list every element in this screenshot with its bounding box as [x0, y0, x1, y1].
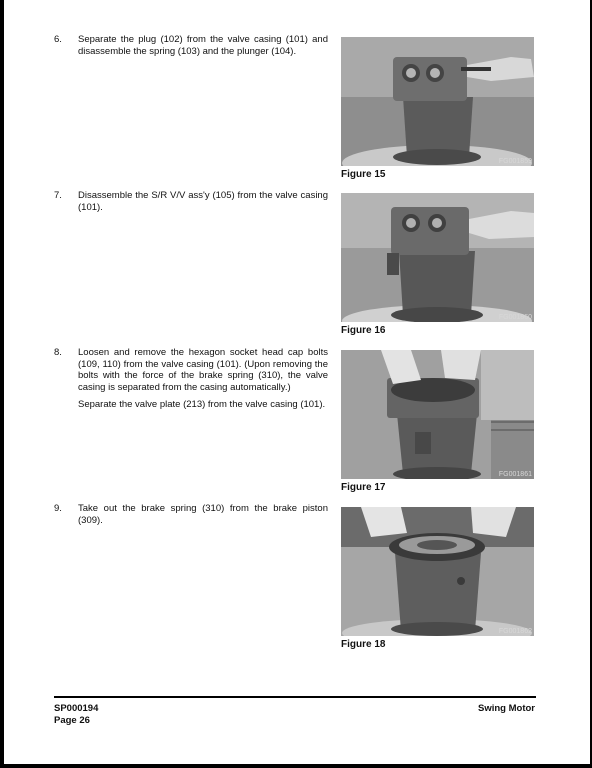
step-number: 7. — [54, 190, 62, 201]
figure-caption: Figure 16 — [341, 325, 386, 336]
step-text: Separate the valve plate (213) from the valve casing (101). — [78, 399, 326, 411]
step-9 — [54, 503, 328, 532]
step-number: 8. — [54, 347, 62, 358]
figure-photo — [341, 507, 534, 636]
footer-page-number: Page 26 — [54, 715, 90, 726]
figure-17 — [341, 350, 534, 493]
step-text: Disassemble the S/R V/V ass'y (105) from the valve casing (101). — [78, 190, 328, 213]
figure-caption: Figure 17 — [341, 482, 386, 493]
footer-section-title: Swing Motor — [478, 703, 535, 714]
figure-16 — [341, 193, 534, 336]
figure-photo — [341, 350, 534, 479]
footer-rule — [54, 696, 536, 698]
figure-caption: Figure 18 — [341, 639, 386, 650]
figure-code: FG001861 — [498, 471, 532, 478]
step-8 — [54, 347, 328, 417]
figure-code: FG001860 — [498, 314, 532, 321]
page-frame-left — [0, 0, 4, 768]
step-6 — [54, 34, 328, 63]
page-frame-bottom — [0, 764, 592, 768]
footer-doc-number: SP000194 — [54, 703, 99, 714]
step-text: Loosen and remove the hexagon socket head cap bolts (109, 110) from the valve casing (101). (Upon removing the bolts with the force of the brake spring (310), the valve casing is separated from the casing automatically.) — [78, 347, 328, 393]
figure-code: FG001859 — [498, 158, 532, 165]
figure-code: FG001862 — [498, 628, 532, 635]
figure-photo — [341, 193, 534, 322]
step-text: Separate the plug (102) from the valve casing (101) and disassemble the spring (103) and the plunger (104). — [78, 34, 328, 57]
figure-caption: Figure 15 — [341, 169, 386, 180]
figure-photo — [341, 37, 534, 166]
step-number: 6. — [54, 34, 62, 45]
figure-15 — [341, 37, 534, 180]
step-text: Take out the brake spring (310) from the brake piston (309). — [78, 503, 328, 526]
step-7 — [54, 190, 328, 219]
step-number: 9. — [54, 503, 62, 514]
figure-18 — [341, 507, 534, 650]
